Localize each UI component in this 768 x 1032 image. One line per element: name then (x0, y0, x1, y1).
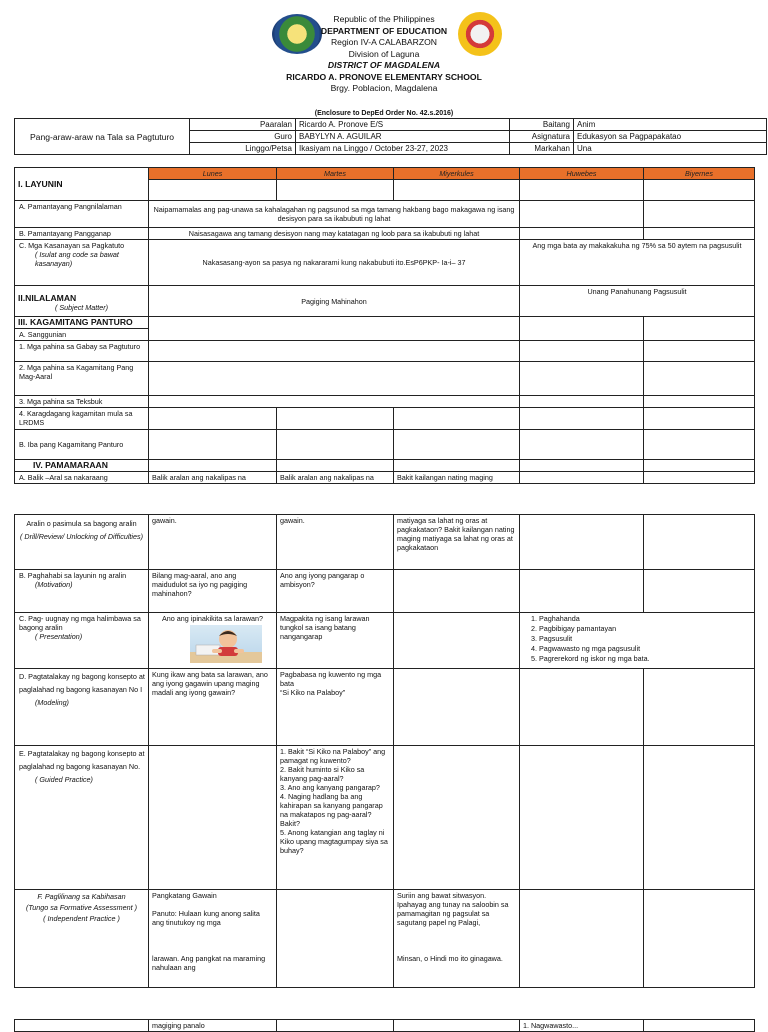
pagtatalakay-1-label: D. Pagtatalakay ng bagong konsepto at paglalahad ng bagong kasanayan No I (19, 672, 145, 694)
pamantayang-pangnilalaman-text: Naipamamalas ang pag-unawa sa kahalagahan ng pagsunod sa mga tamang hakbang bago makagawa ng isang desisyon para sa ikabubuti ng lahat (149, 201, 520, 228)
republic-line: Republic of the Philippines (333, 14, 435, 24)
pag-uugnay-lunes: Ano ang ipinakikita sa larawan? (161, 614, 264, 623)
linggo-label: Linggo/Petsa (190, 143, 296, 155)
list-item: 5. Anong katangian ang taglay ni Kiko upang magtagumpay siya sa buhay? (280, 828, 388, 855)
huwebes-steps-list (523, 614, 751, 664)
pamantayang-pangganap-text: Naisasagawa ang tamang desisyon nang may katatagan ng loob para sa ikabubuti ng lahat (149, 228, 520, 240)
division-line: Division of Laguna (348, 48, 420, 59)
info-table (14, 118, 767, 155)
paaralan-value: Ricardo A. Pronove E/S (296, 119, 510, 131)
pagtatalakay-1-lunes: Kung ikaw ang bata sa larawan, ano ang iyong gagawin upang maging madali ang iyong gawain? (149, 669, 277, 746)
balik-aral-miyerkules: Bakit kailangan nating maging (394, 472, 520, 484)
markahan-label: Markahan (510, 143, 574, 155)
kasanayan-huwebes: Ang mga bata ay makakakuha ng 75% sa 50 aytem na pagsusulit (520, 240, 755, 286)
kagamitan-heading: III. KAGAMITANG PANTURO (15, 317, 149, 329)
lesson-table-page1 (14, 167, 755, 484)
pamamaraan-heading: IV. PAMAMARAAN (15, 460, 149, 472)
sanggunian-label: A. Sanggunian (15, 329, 149, 341)
pag-uugnay-martes: Magpakita ng isang larawan tungkol sa isang batang nangangarap (277, 613, 394, 669)
balik-aral-label: A. Balik –Aral sa nakaraang (15, 472, 149, 484)
paglilinang-miyerkules: Suriin ang bawat sitwasyon. Ipahayag ang tunay na saloobin sa pamamagitan ng pagsulat sa sagutang papel ng Palagi, (397, 891, 509, 927)
paglilinang-lunes-panuto: Panuto: Hulaan kung anong salita ang tinutukoy ng mga (152, 909, 260, 927)
teksbuk-label: 3. Mga pahina sa Teksbuk (15, 396, 149, 408)
day-martes: Martes (277, 168, 394, 180)
paglilinang-lunes-title: Pangkatang Gawain (152, 891, 217, 900)
lesson-table-page3 (14, 1019, 755, 1032)
page3-lunes: magiging panalo (149, 1020, 277, 1032)
pagtatalakay-2-sub: ( Guided Practice) (35, 775, 93, 784)
pagtatalakay-2-label: E. Pagtatalakay ng bagong konsepto at paglalahad ng bagong kasanayan No. (19, 749, 145, 771)
pamantayang-pangnilalaman-label: A. Pamantayang Pangnilalaman (15, 201, 149, 228)
nilalaman-sub: ( Subject Matter) (54, 303, 109, 312)
list-item: 2. Bakit huminto si Kiko sa kanyang pag-aaral? (280, 765, 365, 783)
lrdms-label: 4. Karagdagang kagamitan mula sa LRDMS (15, 408, 149, 430)
paaralan-label: Paaralan (190, 119, 296, 131)
gabay-pagtuturo-label: 1. Mga pahina sa Gabay sa Pagtuturo (15, 341, 149, 362)
paghahabi-lunes: Bilang mag-aaral, ano ang maidudulot sa iyo ng pagiging mahinahon? (149, 570, 277, 613)
paglilinang-lunes-cont: larawan. Ang pangkat na maraming nahulaan ang (152, 954, 266, 972)
region-line: Region IV-A CALABARZON (330, 37, 438, 47)
document-title: Pang-araw-araw na Tala sa Pagtuturo (15, 119, 190, 155)
barangay-line: Brgy. Poblacion, Magdalena (330, 83, 438, 93)
paglilinang-miyerkules-cont: Minsan, o Hindi mo ito ginagawa. (397, 954, 503, 963)
nilalaman-heading: II.NILALAMAN (18, 293, 77, 303)
balik-aral-cont-miyerkules: matiyaga sa lahat ng oras at pagkakataon? Bakit kailangan nating maging matiyaga sa lahat ng oras at pagkakataon (394, 515, 520, 570)
list-item: 1. Bakit “Si Kiko na Palaboy” ang pamagat ng kuwento? (280, 747, 386, 765)
kasanayan-label: C. Mga Kasanayan sa Pagkatuto (19, 241, 125, 250)
list-item: 5. Pagrerekord ng iskor ng mga bata. (539, 654, 751, 664)
baitang-value: Anim (574, 119, 767, 131)
list-item: 3. Ano ang kanyang pangarap? (280, 783, 380, 792)
pag-uugnay-label: C. Pag- uugnay ng mga halimbawa sa bagong aralin (19, 614, 141, 632)
page3-huwebes: 1. Nagwawasto... (520, 1020, 644, 1032)
balik-aral-cont-lunes: gawain. (149, 515, 277, 570)
day-biyernes: Biyernes (644, 168, 755, 180)
pag-uugnay-sub: ( Presentation) (35, 632, 83, 641)
paglilinang-sub1: (Tungo sa Formative Assessment ) (25, 903, 138, 912)
layunin-heading: I. LAYUNIN (15, 168, 149, 201)
child-studying-picture (190, 625, 262, 663)
kuwento-title: “Si Kiko na Palaboy” (280, 688, 346, 697)
list-item: 2. Pagbibigay pamantayan (539, 624, 751, 634)
balik-aral-martes: Balik aralan ang nakalipas na (277, 472, 394, 484)
paghahabi-martes: Ano ang iyong pangarap o ambisyon? (277, 570, 394, 613)
balik-aral-sub: ( Drill/Review/ Unlocking of Difficulties) (19, 532, 144, 541)
asignatura-value: Edukasyon sa Pagpapakatao (574, 131, 767, 143)
list-item: 4. Naging hadlang ba ang kahirapan sa kanyang pangarap na makatapos ng pag-aaral? Bakit? (280, 792, 383, 828)
letterhead (0, 14, 768, 95)
balik-aral-cont-martes: gawain. (277, 515, 394, 570)
kasanayan-text: Nakasasang-ayon sa pasya ng nakararami kung nakabubuti ito.EsP6PKP- Ia-i– 37 (149, 240, 520, 286)
markahan-value: Una (574, 143, 767, 155)
nilalaman-huwebes: Unang Panahunang Pagsusulit (520, 286, 755, 317)
lesson-table-page2 (14, 514, 755, 988)
balik-aral-cont-label: Aralin o pasimula sa bagong aralin (26, 519, 137, 528)
paghahabi-sub: (Motivation) (35, 580, 73, 589)
kasanayan-sub: ( Isulat ang code sa bawat kasanayan) (35, 250, 119, 268)
paglilinang-sub2: ( Independent Practice ) (43, 914, 120, 923)
balik-aral-lunes: Balik aralan ang nakalipas na (149, 472, 277, 484)
department-line: DEPARTMENT OF EDUCATION (320, 25, 448, 36)
district-line: DISTRICT OF MAGDALENA (327, 60, 441, 70)
nilalaman-text: Pagiging Mahinahon (149, 286, 520, 317)
paghahabi-label: B. Paghahabi sa layunin ng aralin (19, 571, 127, 580)
pagtatalakay-1-martes: Pagbabasa ng kuwento ng mga bata (280, 670, 382, 688)
day-huwebes: Huwebes (520, 168, 644, 180)
school-line: RICARDO A. PRONOVE ELEMENTARY SCHOOL (286, 71, 482, 82)
asignatura-label: Asignatura (510, 131, 574, 143)
list-item: 3. Pagsusulit (539, 634, 751, 644)
guro-label: Guro (190, 131, 296, 143)
enclosure-note: (Enclosure to DepEd Order No. 42.s.2016) (314, 110, 454, 117)
day-miyerkules: Miyerkules (394, 168, 520, 180)
guro-value: BABYLYN A. AGUILAR (296, 131, 510, 143)
list-item: 1. Paghahanda (539, 614, 751, 624)
pamantayang-pangganap-label: B. Pamantayang Pangganap (15, 228, 149, 240)
linggo-value: Ikasiyam na Linggo / October 23-27, 2023 (296, 143, 510, 155)
kagamitang-mag-aaral-label: 2. Mga pahina sa Kagamitang Pang Mag-Aaral (15, 362, 149, 396)
baitang-label: Baitang (510, 119, 574, 131)
pagtatalakay-1-sub: (Modeling) (35, 698, 69, 707)
day-lunes: Lunes (149, 168, 277, 180)
iba-pang-kagamitan-label: B. Iba pang Kagamitang Panturo (15, 430, 149, 460)
paglilinang-label: F. Paglilinang sa Kabihasan (37, 892, 126, 901)
list-item: 4. Pagwawasto ng mga pagsusulit (539, 644, 751, 654)
